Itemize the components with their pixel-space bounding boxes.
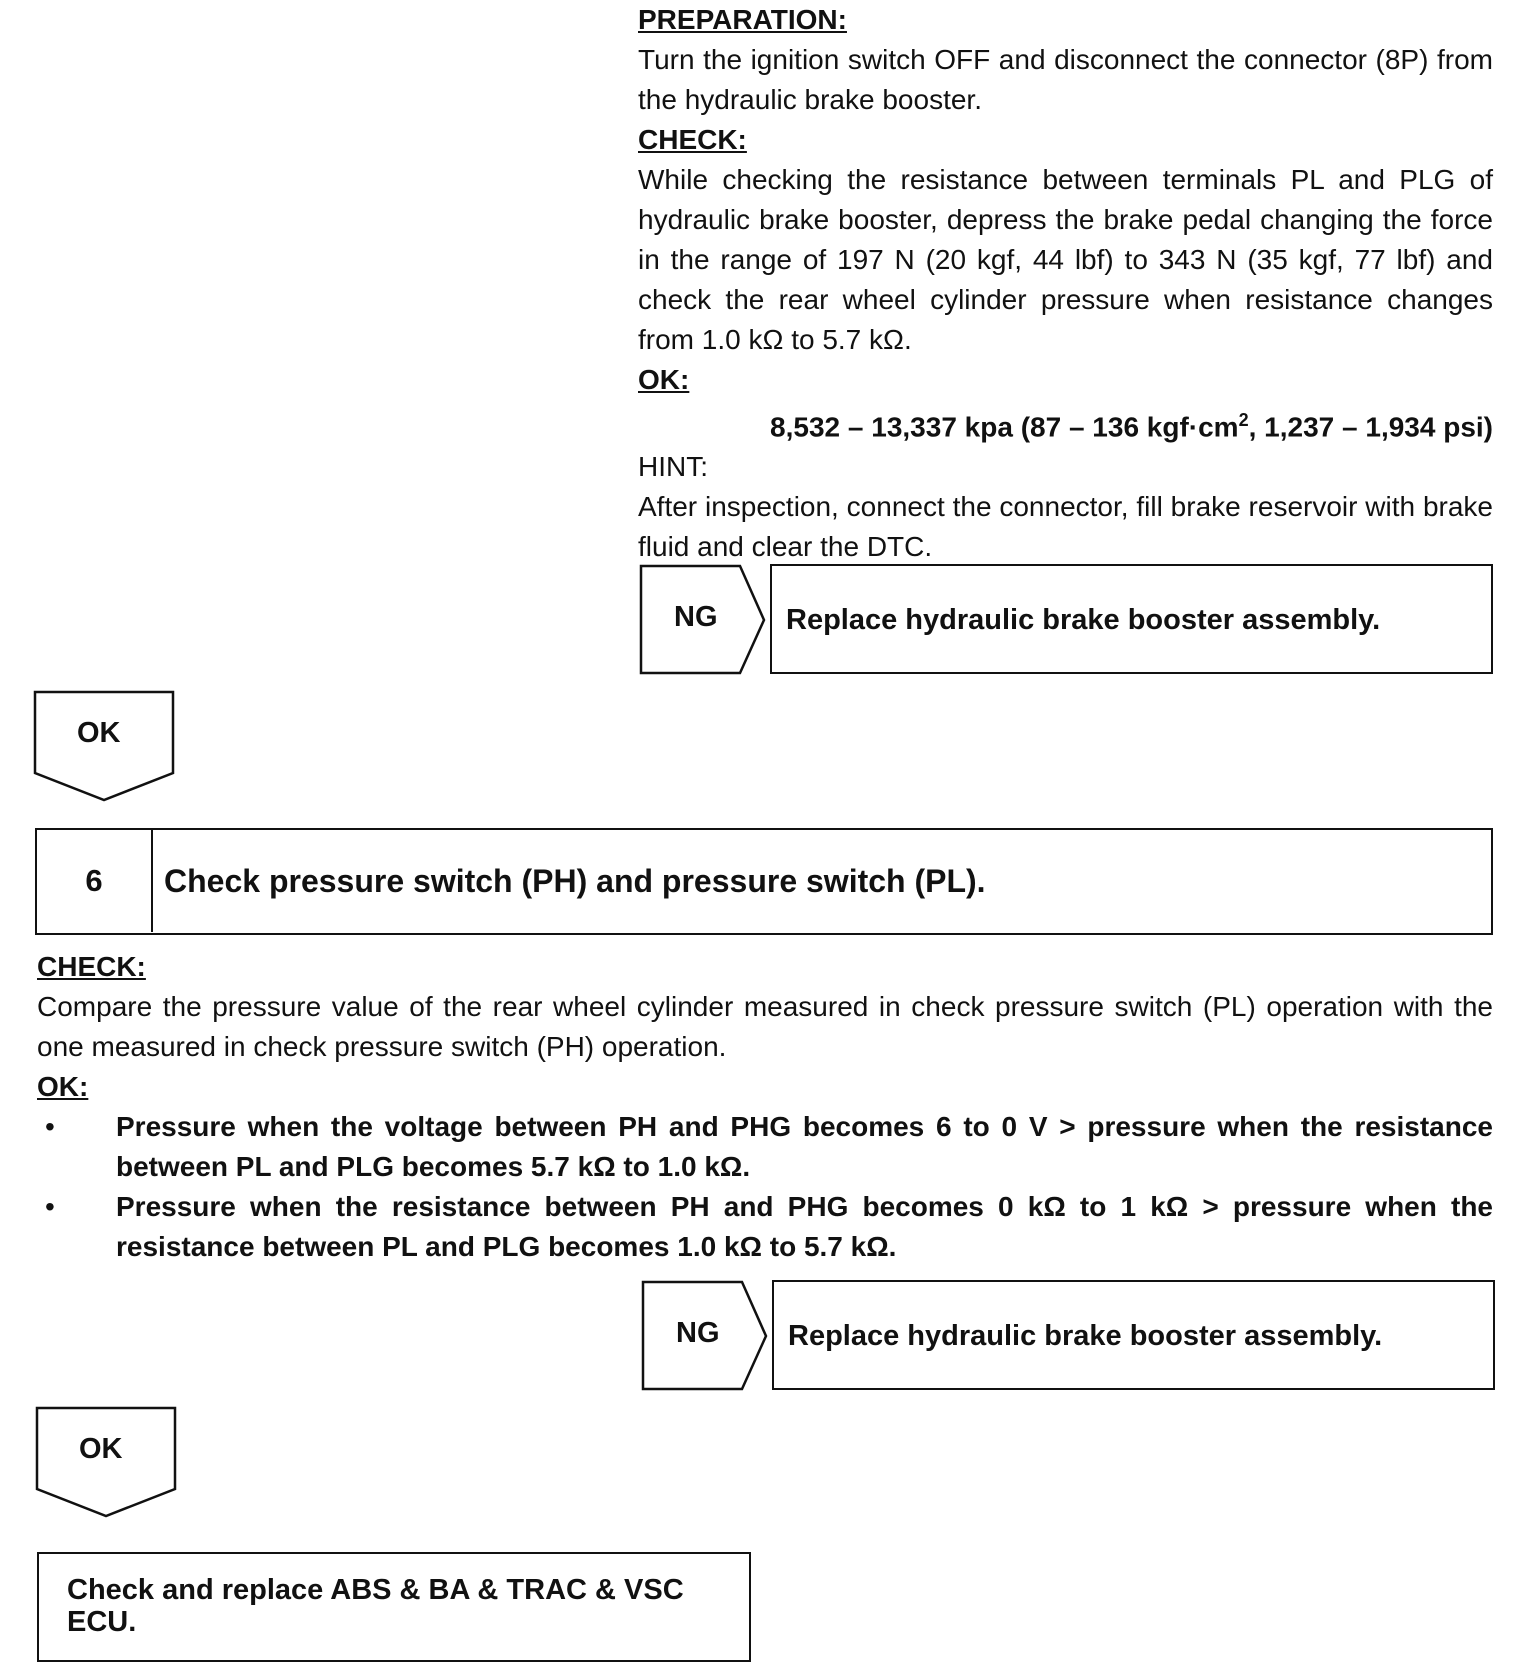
- ok-heading: OK:: [638, 364, 690, 395]
- step6-number-cell: [37, 830, 153, 932]
- ng-action-text-2: Replace hydraulic brake booster assembly.: [788, 1320, 1383, 1352]
- final-action-box: [37, 1552, 751, 1662]
- ng-action-text-1: Replace hydraulic brake booster assembly.: [786, 604, 1381, 636]
- preparation-text: Turn the ignition switch OFF and disconnect the connector (8P) from the hydraulic brake booster.: [638, 44, 1493, 115]
- ng-label-1: NG: [674, 601, 718, 633]
- step6-number: 6: [85, 863, 103, 898]
- check-text: While checking the resistance between terminals PL and PLG of hydraulic brake booster, depress the brake pedal changing the force in the range of 197 N (20 kgf, 44 lbf) to 343 N (35 kgf, 77 lbf) and check the rear wheel cylinder pressure when resistance changes from 1.0 kΩ to 5.7 kΩ.: [638, 164, 1493, 355]
- step6-check-heading: CHECK:: [37, 951, 146, 982]
- step6-header: [35, 828, 1493, 935]
- preparation-heading: PREPARATION:: [638, 4, 847, 35]
- step6-ok-heading: OK:: [37, 1071, 89, 1102]
- hint-text: After inspection, connect the connector, fill brake reservoir with brake fluid and clear the DTC.: [638, 491, 1493, 563]
- step6-title: Check pressure switch (PH) and pressure switch (PL).: [164, 863, 986, 899]
- section5-text: [638, 0, 1493, 567]
- ok-arrow-2: [0, 0, 1, 1]
- ng-action-box-1: [770, 564, 1493, 674]
- list-item: [37, 1187, 1493, 1267]
- step6-check-text: Compare the pressure value of the rear wheel cylinder measured in check pressure switch (PL) operation with the one measured in check pressure switch (PH) operation.: [37, 991, 1493, 1062]
- ok-label-1: OK: [77, 717, 121, 749]
- check-heading: CHECK:: [638, 124, 747, 155]
- ok-spec-value: [638, 400, 1493, 447]
- step6-bullet-list: [37, 1107, 1493, 1267]
- ok-spec-value-main: 8,532 – 13,337 kpa (87 – 136 kgf·cm: [770, 411, 1239, 443]
- ok-label-2: OK: [79, 1433, 123, 1465]
- list-item: [37, 1107, 1493, 1187]
- bullet-text: Pressure when the resistance between PH and PHG becomes 0 kΩ to 1 kΩ > pressure when the resistance between PL and PLG becomes 1.0 kΩ to 5.7 kΩ.: [116, 1191, 1493, 1262]
- ng-action-box-2: [772, 1280, 1495, 1390]
- step6-body: [37, 947, 1493, 1267]
- final-action-text: Check and replace ABS & BA & TRAC & VSC ECU.: [67, 1574, 684, 1638]
- bullet-marker: •: [45, 1191, 55, 1222]
- hint-heading: HINT:: [638, 451, 708, 483]
- ng-label-2: NG: [676, 1317, 720, 1349]
- bullet-text: Pressure when the voltage between PH and PHG becomes 6 to 0 V > pressure when the resistance between PL and PLG becomes 5.7 kΩ to 1.0 kΩ.: [116, 1111, 1493, 1182]
- ok-spec-value-tail: , 1,237 – 1,934 psi): [1248, 411, 1493, 443]
- ok-spec-value-sup: 2: [1238, 410, 1249, 430]
- bullet-marker: •: [45, 1111, 55, 1142]
